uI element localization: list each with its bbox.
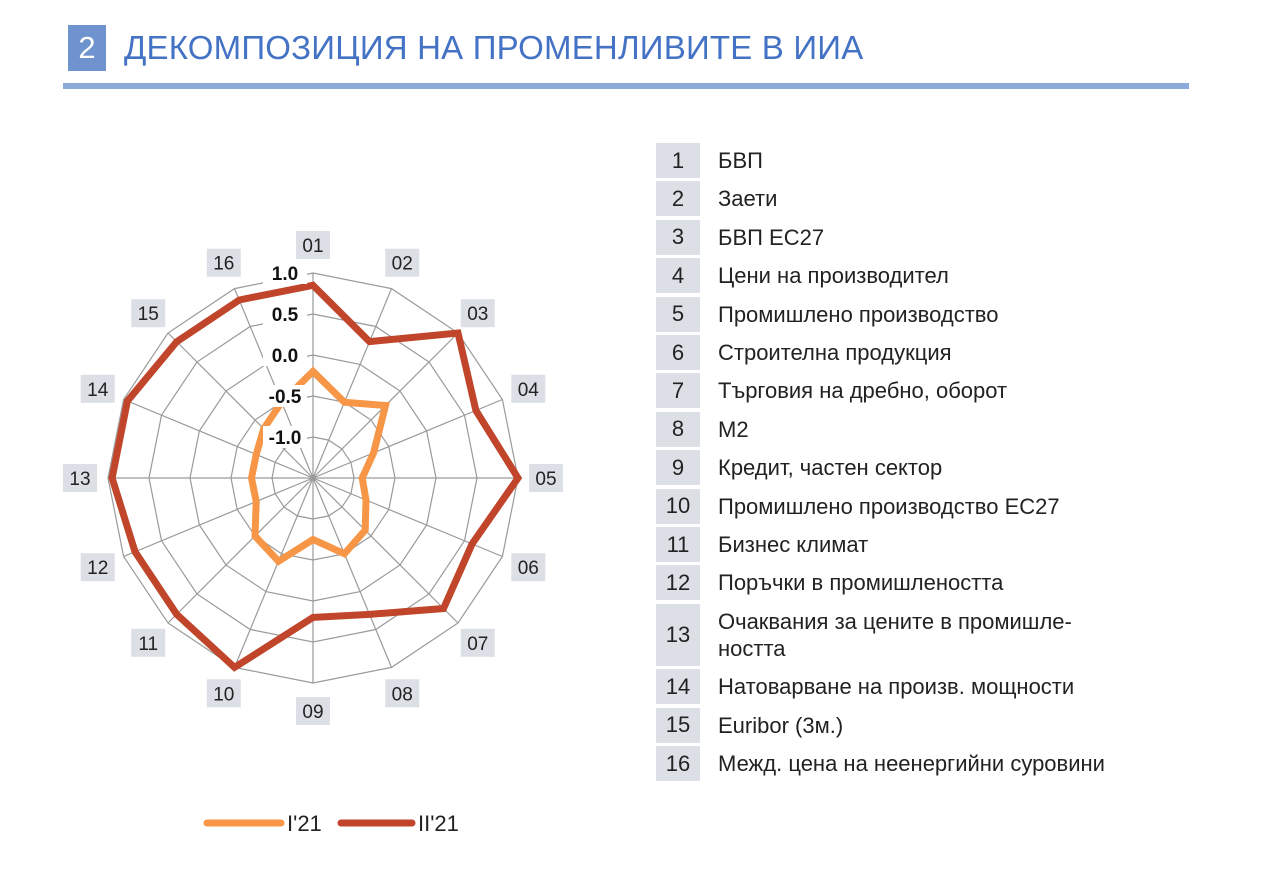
tick-label-text: -1.0 <box>268 428 302 449</box>
category-label-text: 01 <box>302 236 324 257</box>
category-label-13 <box>63 464 97 492</box>
legend-label-i21: I'21 <box>287 811 322 836</box>
legend-number: 5 <box>656 297 700 332</box>
legend-label: Межд. цена на неенергийни суровини <box>718 751 1105 776</box>
category-label-text: 13 <box>69 469 91 490</box>
legend-label: Цени на производител <box>718 263 949 289</box>
legend-number: 10 <box>656 489 700 524</box>
legend-number: 16 <box>656 746 700 781</box>
legend-label-ii21: II'21 <box>418 811 459 836</box>
legend-number: 2 <box>656 181 700 216</box>
radial-tick-label <box>263 344 307 367</box>
category-label-14 <box>81 375 115 403</box>
legend-number: 11 <box>656 527 700 562</box>
legend-label: БВП ЕС27 <box>718 224 825 250</box>
radial-tick-label <box>263 385 307 408</box>
legend-label: Промишлено производство <box>718 301 999 327</box>
legend-label: Бизнес климат <box>718 532 869 557</box>
legend-row <box>656 489 1216 524</box>
legend-label: Строителна продукция <box>718 340 952 365</box>
legend-label: М2 <box>718 416 749 442</box>
tick-label-text: 0.0 <box>271 346 299 367</box>
legend-number: 15 <box>656 708 700 743</box>
legend-row <box>656 297 1216 332</box>
legend-number: 8 <box>656 412 700 447</box>
category-label-15 <box>131 299 165 327</box>
legend-number: 1 <box>656 143 700 178</box>
legend-row <box>656 412 1216 447</box>
category-label-02 <box>385 249 419 277</box>
radar-spoke <box>124 478 313 557</box>
category-label-11 <box>131 629 165 657</box>
legend-row <box>656 708 1216 743</box>
legend-row <box>656 565 1216 600</box>
legend-number: 12 <box>656 565 700 600</box>
tick-label-text: -0.5 <box>268 387 302 408</box>
legend-number: 14 <box>656 669 700 704</box>
legend-label: Очаквания за цените в промишле- ността <box>718 608 1072 661</box>
category-label-text: 02 <box>391 253 413 275</box>
legend-number: 9 <box>656 450 700 485</box>
legend-label: БВП <box>718 148 763 173</box>
category-label-09 <box>296 697 330 725</box>
category-label-01 <box>296 231 330 259</box>
legend-number: 7 <box>656 373 700 408</box>
legend-row <box>656 604 1216 666</box>
legend-label: Натоварване на произв. мощности <box>718 674 1075 700</box>
category-label-03 <box>461 299 495 327</box>
radar-spoke <box>313 478 392 667</box>
legend-row <box>656 181 1216 216</box>
category-label-10 <box>207 679 241 707</box>
legend-number: 6 <box>656 335 700 370</box>
tick-label-text: 1.0 <box>271 264 299 285</box>
legend-label: Поръчки в промишлеността <box>718 570 1004 596</box>
legend-number: 4 <box>656 258 700 293</box>
page-title: ДЕКОМПОЗИЦИЯ НА ПРОМЕНЛИВИТЕ В ИИА <box>124 29 864 66</box>
legend-row <box>656 746 1216 781</box>
category-label-text: 03 <box>467 304 489 326</box>
legend-row <box>656 143 1216 178</box>
category-label-text: 11 <box>138 633 159 655</box>
legend-row <box>656 450 1216 485</box>
legend-number: 13 <box>656 604 700 666</box>
legend-row <box>656 373 1216 408</box>
legend-row <box>656 335 1216 370</box>
radial-tick-label <box>263 426 307 449</box>
category-label-text: 12 <box>87 558 109 580</box>
category-label-text: 06 <box>517 558 539 580</box>
legend-label: Заети <box>718 186 778 212</box>
category-label-text: 14 <box>87 379 109 401</box>
category-label-text: 15 <box>137 304 159 326</box>
category-label-text: 04 <box>517 379 539 401</box>
legend-row <box>656 669 1216 704</box>
category-label-07 <box>461 629 495 657</box>
radial-tick-label <box>263 303 307 326</box>
category-label-12 <box>81 553 115 581</box>
legend-label: Euribor (3м.) <box>718 712 844 738</box>
legend-number: 3 <box>656 220 700 255</box>
category-label-16 <box>207 249 241 277</box>
legend-label: Кредит, частен сектор <box>718 455 943 481</box>
tick-label-text: 0.5 <box>271 305 299 326</box>
category-label-text: 16 <box>213 253 235 275</box>
legend-label: Търговия на дребно, оборот <box>718 378 1008 404</box>
section-number: 2 <box>68 25 106 71</box>
category-label-text: 07 <box>467 633 489 655</box>
radial-tick-label <box>263 262 307 285</box>
category-label-06 <box>511 553 545 581</box>
category-label-08 <box>385 679 419 707</box>
category-label-04 <box>511 375 545 403</box>
legend-row <box>656 220 1216 255</box>
legend-row <box>656 258 1216 293</box>
legend-label: Промишлено производство ЕС27 <box>718 493 1060 519</box>
category-label-text: 08 <box>391 684 413 706</box>
category-label-text: 10 <box>213 684 235 706</box>
category-label-05 <box>529 464 563 492</box>
category-label-text: 05 <box>535 469 557 490</box>
legend-row <box>656 527 1216 562</box>
category-label-text: 09 <box>302 702 324 723</box>
